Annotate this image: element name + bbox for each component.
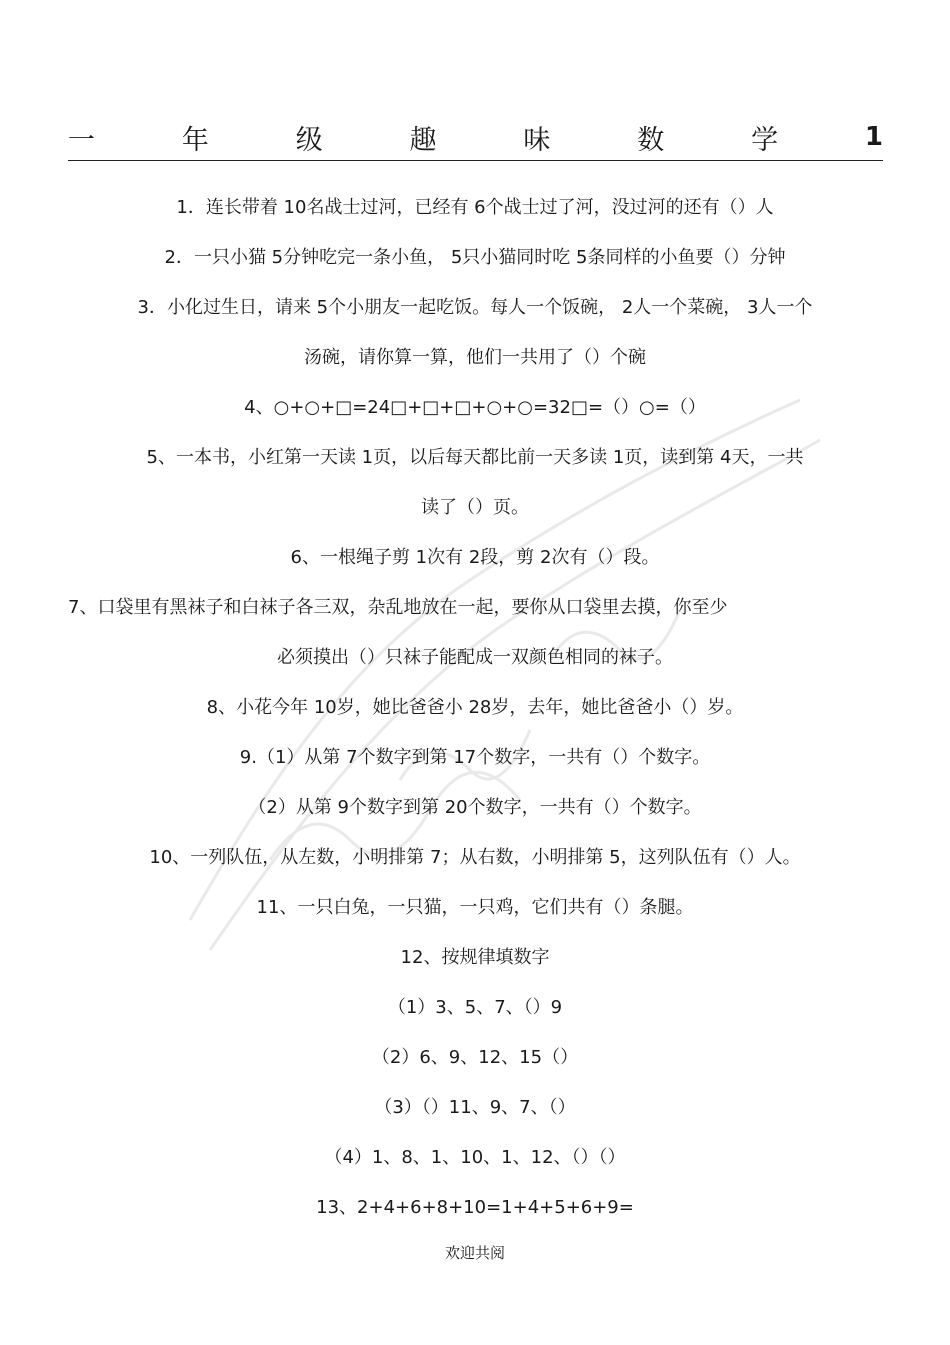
question-12-4: （4）1、8、1、10、1、12、（）（） (324, 1147, 626, 1168)
question-1: 1．连长带着 10名战士过河，已经有 6个战士过了河，没过河的还有（）人 (176, 197, 774, 218)
question-3-cont: 汤碗，请你算一算，他们一共用了（）个碗 (304, 347, 646, 368)
question-12: 12、按规律填数字 (400, 947, 550, 968)
title-char: 味 (523, 124, 551, 156)
question-7-cont: 必须摸出（）只袜子能配成一双颜色相同的袜子。 (277, 647, 673, 668)
question-12-1: （1）3、5、7、（）9 (387, 997, 563, 1018)
question-11: 11、一只白兔，一只猫，一只鸡，它们共有（）条腿。 (256, 897, 694, 918)
question-4: 4、○+○+□=24□+□+□+○+○=32□=（）○=（） (244, 397, 706, 418)
page-number: 1 (864, 122, 883, 152)
question-5: 5、一本书，小红第一天读 1页，以后每天都比前一天多读 1页，读到第 4天，一共 (146, 447, 804, 468)
question-list (60, 183, 890, 1233)
page-footer: 欢迎共阅 (444, 1244, 505, 1262)
title-char: 级 (295, 124, 323, 156)
question-7: 7、口袋里有黑袜子和白袜子各三双，杂乱地放在一起，要你从口袋里去摸，你至少 (68, 597, 728, 618)
question-3: 3．小化过生日，请来 5个小朋友一起吃饭。每人一个饭碗， 2人一个菜碗， 3人一个 (137, 297, 813, 318)
question-9-1: 9.（1）从第 7个数字到第 17个数字，一共有（）个数字。 (239, 747, 711, 768)
question-2: 2．一只小猫 5分钟吃完一条小鱼， 5只小猫同时吃 5条同样的小鱼要（）分钟 (164, 247, 786, 268)
question-9-2: （2）从第 9个数字到第 20个数字，一共有（）个数字。 (248, 797, 702, 818)
question-13: 13、2+4+6+8+10=1+4+5+6+9= (316, 1197, 634, 1218)
header-divider (68, 160, 883, 161)
title-char: 数 (637, 124, 665, 156)
page-title (68, 118, 883, 156)
question-8: 8、小花今年 10岁，她比爸爸小 28岁，去年，她比爸爸小（）岁。 (206, 697, 744, 718)
question-5-cont: 读了（）页。 (421, 497, 529, 518)
title-char: 一 (68, 124, 95, 156)
title-char: 趣 (409, 124, 437, 156)
title-char: 学 (751, 124, 779, 156)
title-char: 年 (181, 124, 209, 156)
question-6: 6、一根绳子剪 1次有 2段，剪 2次有（）段。 (290, 547, 660, 568)
question-12-2: （2）6、9、12、15（） (371, 1047, 579, 1068)
question-10: 10、一列队伍，从左数，小明排第 7；从右数，小明排第 5，这列队伍有（）人。 (149, 847, 801, 868)
question-12-3: （3）（）11、9、7、（） (374, 1097, 576, 1118)
